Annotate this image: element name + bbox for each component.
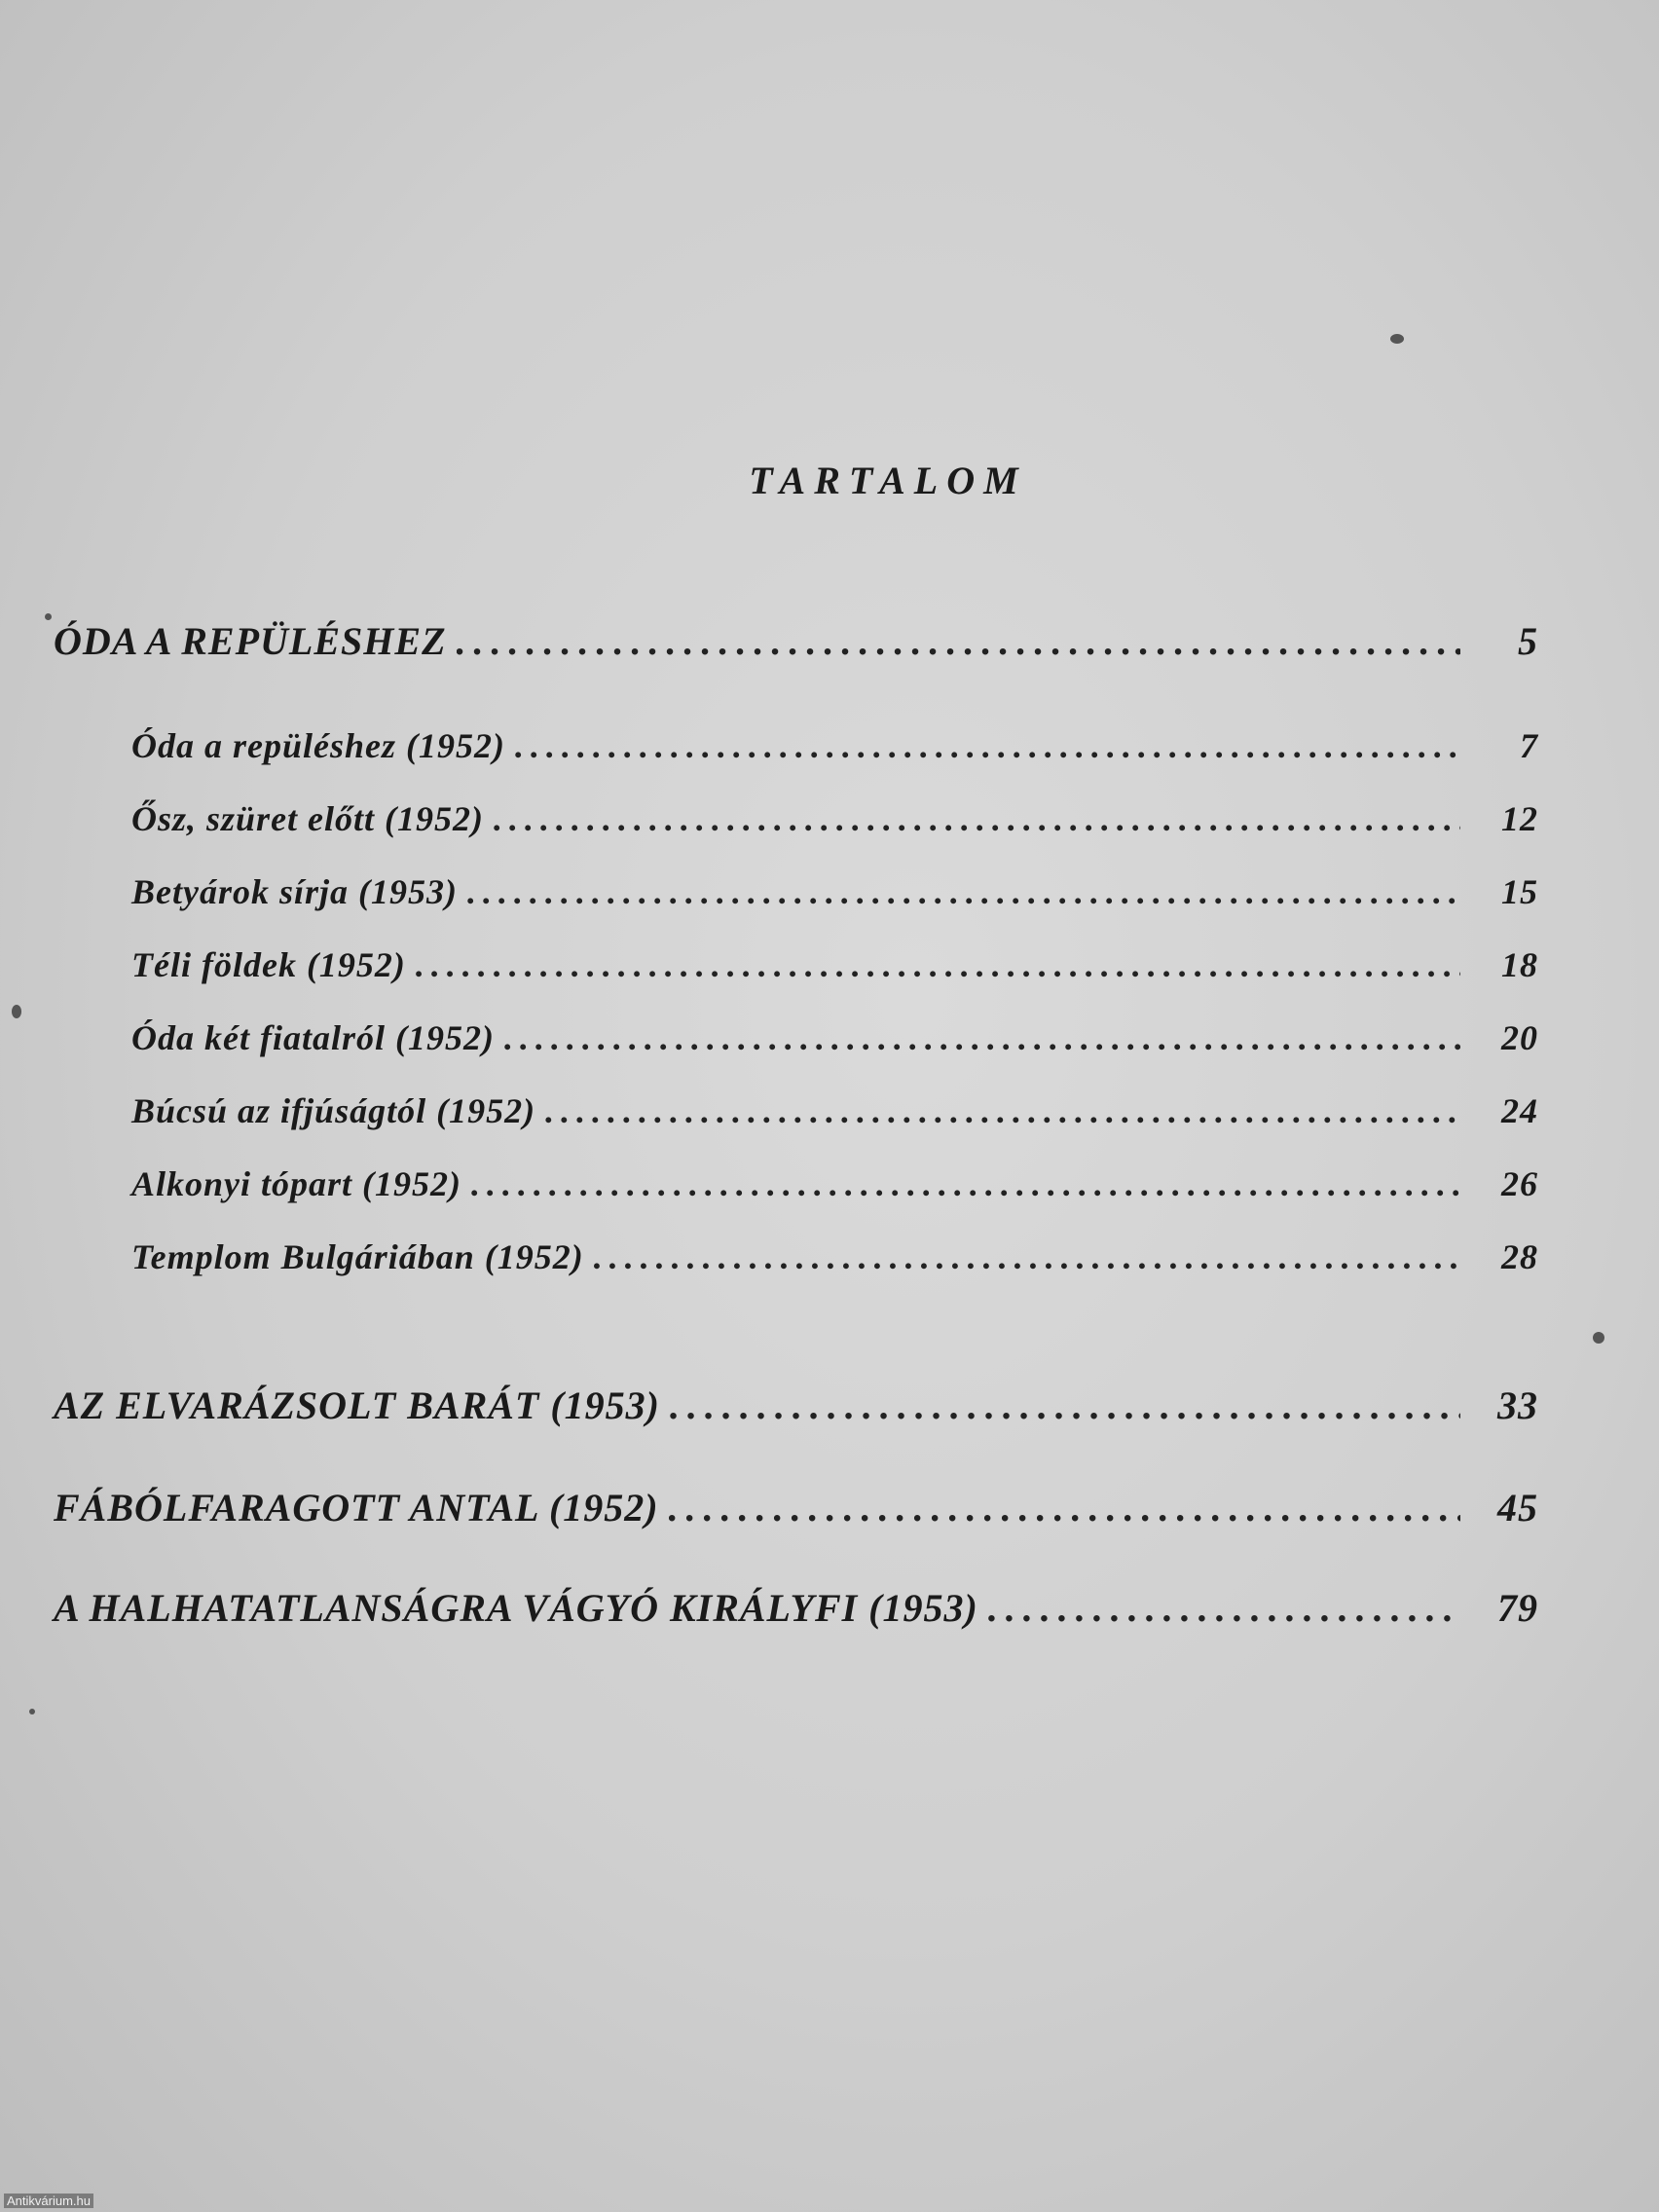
paper-speck	[29, 1709, 35, 1714]
toc-page-number: 24	[1501, 1091, 1538, 1130]
toc-item-title: Betyárok sírja (1953)	[131, 872, 458, 911]
toc-section-row	[54, 1485, 1538, 1530]
dot-leader	[545, 1090, 1460, 1131]
toc-item-title: Ősz, szüret előtt (1952)	[131, 799, 485, 838]
paper-speck	[1390, 334, 1404, 344]
toc-section-title: AZ ELVARÁZSOLT BARÁT (1953)	[54, 1383, 660, 1427]
dot-leader	[471, 1163, 1460, 1204]
toc-item-row	[131, 1090, 1538, 1131]
dot-leader	[416, 944, 1460, 985]
toc-section-row	[54, 1382, 1538, 1428]
dot-leader	[457, 618, 1461, 664]
dot-leader	[504, 1017, 1460, 1058]
dot-leader	[467, 871, 1460, 912]
toc-page-number: 28	[1501, 1237, 1538, 1276]
toc-item-row	[131, 944, 1538, 985]
toc-section-title: A HALHATATLANSÁGRA VÁGYÓ KIRÁLYFI (1953)	[54, 1586, 978, 1630]
dot-leader	[670, 1382, 1460, 1428]
dot-leader	[515, 725, 1460, 766]
toc-page-number: 7	[1520, 726, 1538, 765]
toc-page-number: 18	[1501, 945, 1538, 984]
toc-item-row	[131, 798, 1538, 839]
toc-item-title: Óda két fiatalról (1952)	[131, 1018, 495, 1057]
toc-page-number: 5	[1518, 619, 1538, 663]
page-title: TARTALOM	[749, 459, 1027, 502]
toc-item-row	[131, 1163, 1538, 1204]
watermark: Antikvárium.hu	[4, 2194, 93, 2208]
toc-item-row	[131, 1017, 1538, 1058]
toc-section-row	[54, 618, 1538, 664]
paper-speck	[12, 1005, 21, 1018]
toc-page-number: 33	[1497, 1383, 1538, 1427]
toc-item-row	[131, 1236, 1538, 1277]
toc-item-row	[131, 871, 1538, 912]
toc-page-number: 26	[1501, 1164, 1538, 1203]
toc-item-title: Alkonyi tópart (1952)	[131, 1164, 462, 1203]
dot-leader	[669, 1485, 1460, 1530]
paper-speck	[45, 613, 52, 620]
toc-section-title: FÁBÓLFARAGOTT ANTAL (1952)	[54, 1486, 659, 1530]
dot-leader	[594, 1236, 1460, 1277]
toc-item-title: Téli földek (1952)	[131, 945, 406, 984]
paper-speck	[1593, 1332, 1604, 1344]
toc-page-number: 79	[1497, 1586, 1538, 1630]
toc-item-row	[131, 725, 1538, 766]
toc-section-row	[54, 1585, 1538, 1631]
toc-page-number: 20	[1501, 1018, 1538, 1057]
toc-section-title: ÓDA A REPÜLÉSHEZ	[54, 619, 447, 663]
dot-leader	[494, 798, 1460, 839]
toc-item-title: Búcsú az ifjúságtól (1952)	[131, 1091, 536, 1130]
toc-item-title: Templom Bulgáriában (1952)	[131, 1237, 584, 1276]
toc-page-number: 15	[1501, 872, 1538, 911]
dot-leader	[988, 1585, 1460, 1631]
toc-page-number: 45	[1497, 1486, 1538, 1530]
toc-page-number: 12	[1501, 799, 1538, 838]
toc-item-title: Óda a repüléshez (1952)	[131, 726, 505, 765]
